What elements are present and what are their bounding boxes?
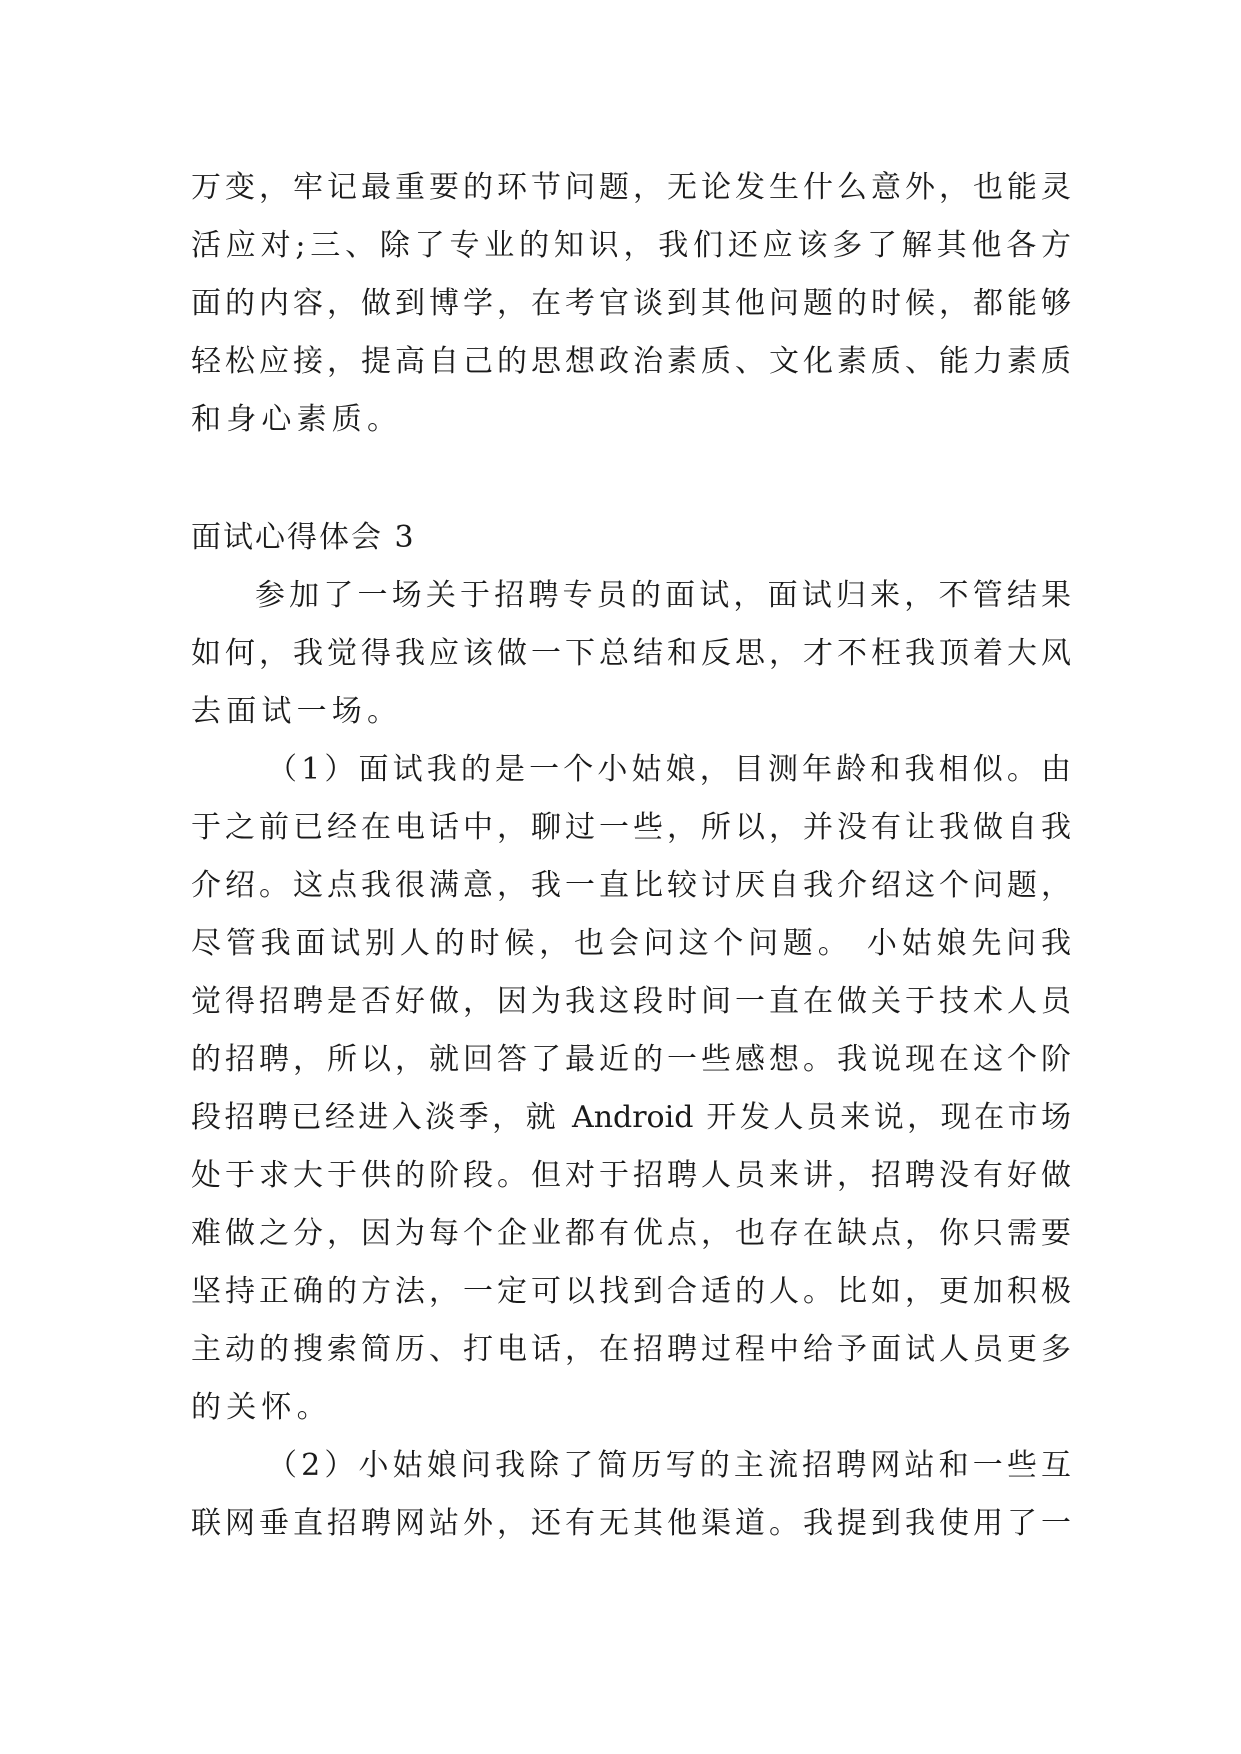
text-line: 介绍。这点我很满意，我一直比较讨厌自我介绍这个问题， [191,868,1071,903]
text-line: （1）面试我的是一个小姑娘，目测年龄和我相似。由 [267,752,1071,787]
text-line: 坚持正确的方法，一定可以找到合适的人。比如，更加积极 [191,1274,1071,1309]
text-line: 觉得招聘是否好做，因为我这段时间一直在做关于技术人员 [191,984,1071,1019]
text-line: 处于求大于供的阶段。但对于招聘人员来讲，招聘没有好做 [191,1158,1071,1193]
text-line: 面的内容，做到博学，在考官谈到其他问题的时候，都能够 [191,286,1071,321]
text-line: 如何，我觉得我应该做一下总结和反思，才不枉我顶着大风 [191,636,1071,671]
text-line: 和身心素质。 [191,402,403,437]
text-line: 难做之分，因为每个企业都有优点，也存在缺点，你只需要 [191,1216,1071,1251]
text-line: 于之前已经在电话中，聊过一些，所以，并没有让我做自我 [191,810,1071,845]
text-line: 万变，牢记最重要的环节问题，无论发生什么意外，也能灵 [191,170,1071,205]
text-line: 活应对;三、除了专业的知识，我们还应该多了解其他各方 [191,228,1071,263]
text-line: 的关怀。 [191,1390,332,1425]
text-line: 尽管我面试别人的时候，也会问这个问题。 小姑娘先问我 [191,926,1071,961]
text-line: 参加了一场关于招聘专员的面试，面试归来，不管结果 [255,578,1071,613]
text-line: 轻松应接，提高自己的思想政治素质、文化素质、能力素质 [191,344,1071,379]
text-line: 段招聘已经进入淡季，就 Android 开发人员来说，现在市场 [191,1100,1071,1135]
section-heading: 面试心得体会 3 [191,520,416,555]
text-line: 去面试一场。 [191,694,403,729]
text-line: 联网垂直招聘网站外，还有无其他渠道。我提到我使用了一 [191,1506,1071,1541]
text-line: 主动的搜索简历、打电话，在招聘过程中给予面试人员更多 [191,1332,1071,1367]
text-line: （2）小姑娘问我除了简历写的主流招聘网站和一些互 [267,1448,1071,1483]
text-line: 的招聘，所以，就回答了最近的一些感想。我说现在这个阶 [191,1042,1071,1077]
